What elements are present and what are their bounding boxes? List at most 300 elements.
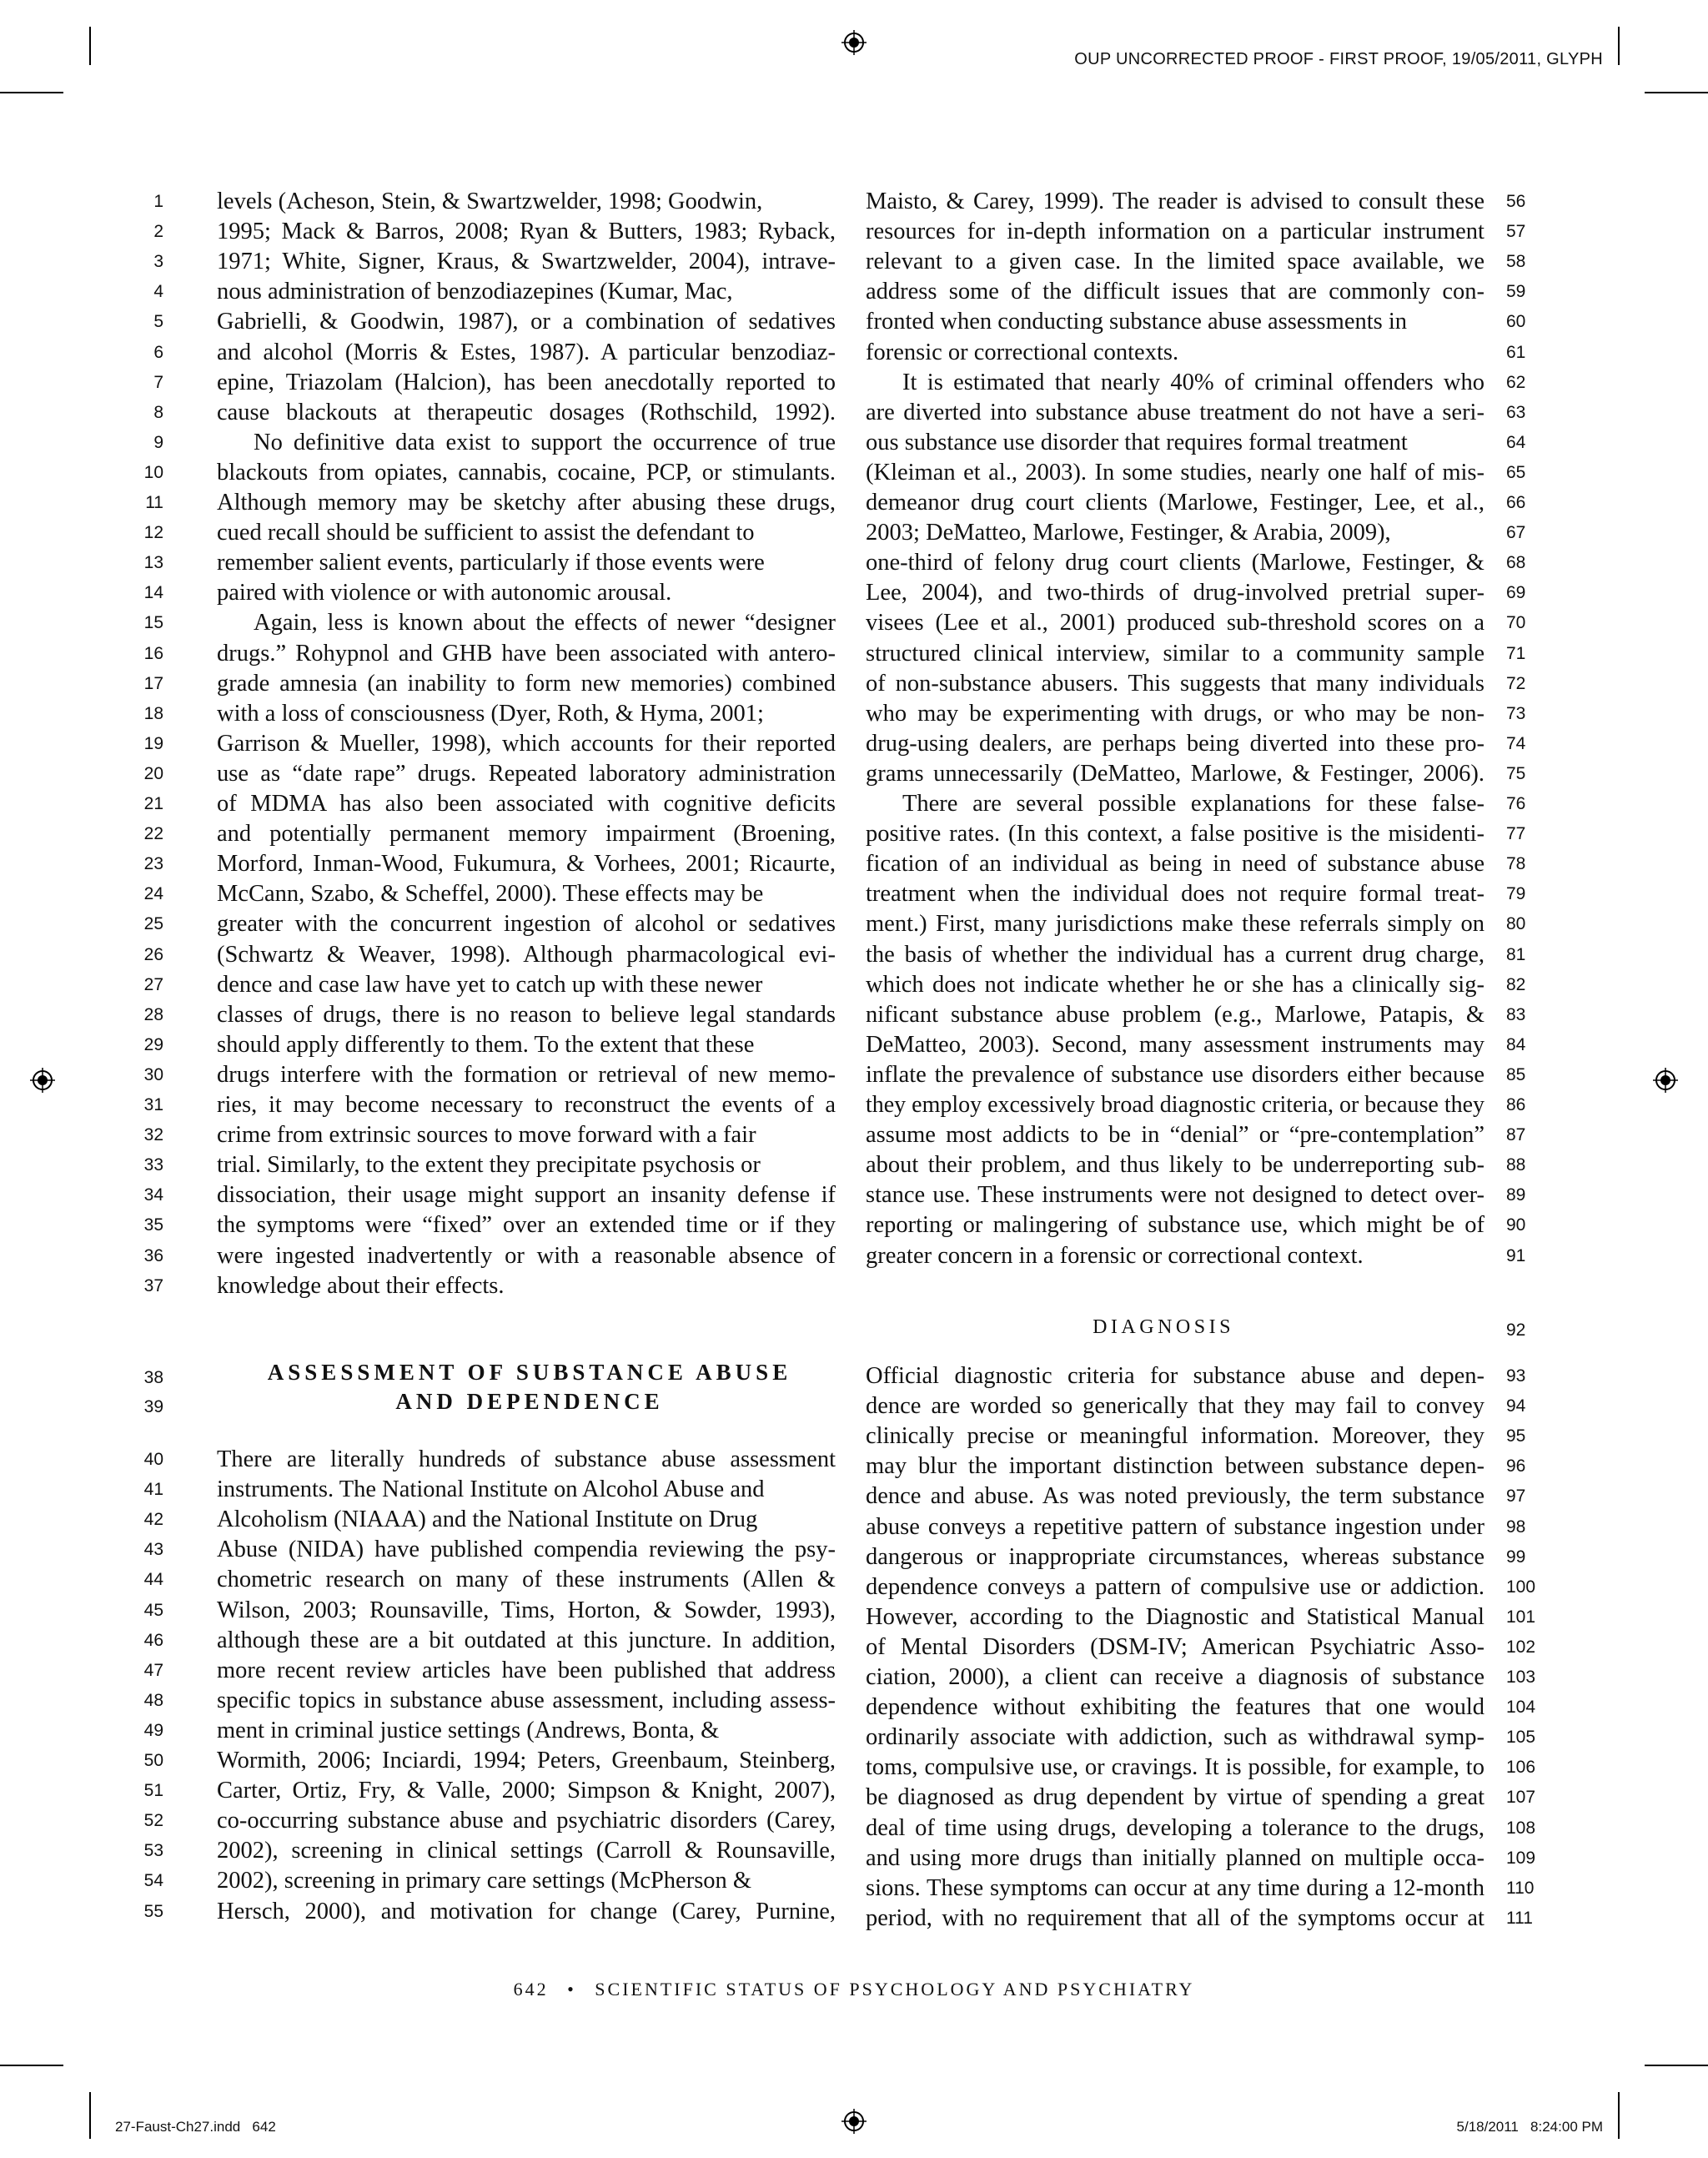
text-line (217, 639, 836, 669)
line-number: 9 (153, 432, 163, 452)
text-line (866, 699, 1484, 729)
text-line-content: cause blackouts at therapeutic dosages (Rothschild, 1992). (217, 399, 836, 425)
text-line-content: dangerous or inappropriate circumstances, whereas substance (866, 1543, 1484, 1570)
text-line (866, 1693, 1484, 1723)
text-line-content: period, with no requirement that all of the symptoms occur at (866, 1904, 1484, 1931)
text-line-content: more recent review articles have been published that address (217, 1657, 836, 1683)
text-line (217, 1806, 836, 1836)
text-line (217, 1535, 836, 1565)
text-line (866, 247, 1484, 277)
text-line (217, 548, 836, 578)
text-line-content: dependence without exhibiting the features that one would (866, 1694, 1485, 1721)
text-line (902, 789, 1484, 819)
text-line (217, 1180, 836, 1210)
text-line (217, 338, 836, 368)
text-line-content: Hersch, 2000), and motivation for change (Carey, Purnine, (217, 1898, 836, 1924)
text-line (217, 1746, 836, 1776)
crop-mark (1645, 2065, 1708, 2066)
line-number: 30 (143, 1064, 163, 1084)
line-number: 69 (1506, 583, 1526, 603)
text-line-content: Wormith, 2006; Inciardi, 1994; Peters, Greenbaum, Steinberg, (217, 1748, 836, 1773)
line-number: 59 (1506, 282, 1526, 302)
line-number: 101 (1506, 1607, 1536, 1627)
proof-stamp: OUP UNCORRECTED PROOF - FIRST PROOF, 19/05/2011, GLYPH (1074, 50, 1603, 68)
slug-datetime: 5/18/2011 8:24:00 PM (1456, 2119, 1603, 2135)
page-number: 642 (513, 1979, 549, 2000)
line-number: 4 (153, 282, 163, 302)
text-line (217, 578, 836, 608)
line-number: 74 (1506, 733, 1526, 753)
running-title: SCIENTIFIC STATUS OF PSYCHOLOGY AND PSYCHIATRY (595, 1979, 1195, 2000)
text-line-content: There are several possible explanations for these false- (902, 791, 1484, 817)
line-number: 93 (1506, 1366, 1526, 1386)
line-number: 49 (143, 1720, 163, 1740)
line-number: 11 (145, 493, 163, 512)
line-number: 108 (1506, 1818, 1536, 1838)
text-line (217, 1030, 836, 1060)
crop-mark (0, 2065, 63, 2066)
line-number: 99 (1506, 1547, 1526, 1567)
text-line (866, 1060, 1484, 1090)
text-line-content: although these are a bit outdated at this juncture. In addition, (217, 1627, 836, 1653)
text-line (217, 1866, 836, 1896)
line-number: 81 (1506, 944, 1526, 964)
line-number: 48 (143, 1690, 163, 1710)
line-number: 64 (1506, 432, 1526, 452)
line-number: 12 (143, 523, 163, 543)
text-line (217, 1241, 836, 1271)
text-line-content: chometric research on many of these instruments (Allen & (217, 1567, 836, 1593)
text-line (866, 1180, 1484, 1210)
text-line (866, 819, 1484, 849)
line-number: 27 (143, 974, 163, 994)
text-line (866, 307, 1484, 337)
text-line-content: Alcoholism (NIAAA) and the National Institute on Drug (217, 1507, 758, 1533)
line-number: 5 (153, 312, 163, 332)
text-line-content: paired with violence or with autonomic arousal. (217, 580, 672, 606)
text-line-content: 2002), screening in primary care settings (McPherson & (217, 1868, 752, 1894)
line-number: 1 (153, 192, 163, 211)
line-number: 14 (143, 583, 163, 603)
line-number: 22 (143, 824, 163, 844)
text-line (866, 729, 1484, 759)
text-line (217, 669, 836, 699)
line-number: 15 (143, 613, 163, 633)
text-line (866, 1874, 1484, 1904)
line-number: 109 (1506, 1848, 1536, 1868)
line-number: 84 (1506, 1034, 1526, 1054)
line-number: 56 (1506, 192, 1526, 211)
text-line (866, 1783, 1484, 1813)
line-number: 47 (143, 1660, 163, 1680)
text-line (866, 548, 1484, 578)
text-line-content: demeanor drug court clients (Marlowe, Festinger, Lee, et al., (866, 490, 1484, 516)
section-heading-line2: AND DEPENDENCE (395, 1389, 664, 1414)
text-line-content: cued recall should be sufficient to assist the defendant to (217, 520, 755, 546)
registration-mark-icon (30, 1068, 55, 1093)
text-line (866, 940, 1484, 970)
text-line-content: There are literally hundreds of substance abuse assessment (217, 1446, 836, 1472)
text-line (866, 1210, 1484, 1240)
text-line (866, 1723, 1484, 1753)
line-number: 43 (143, 1540, 163, 1560)
text-line-content: Abuse (NIDA) have published compendia reviewing the psy- (217, 1537, 836, 1563)
text-line-content: dence and case law have yet to catch up with these newer (217, 971, 763, 998)
line-number: 70 (1506, 613, 1526, 633)
text-line (217, 1271, 836, 1301)
line-number: 46 (143, 1630, 163, 1650)
line-number: 10 (143, 462, 163, 482)
text-line (866, 669, 1484, 699)
registration-mark-icon (1653, 1068, 1678, 1093)
text-line-content: ment in criminal justice settings (Andrews, Bonta, & (217, 1717, 720, 1743)
text-line (254, 428, 836, 458)
text-line-content: positive rates. (In this context, a false positive is the misidenti- (866, 821, 1485, 848)
text-line (217, 1060, 836, 1090)
text-line-content: and using more drugs than initially planned on multiple occa- (866, 1844, 1485, 1871)
text-line-content: assume most addicts to be in “denial” or “pre-contemplation” (866, 1122, 1484, 1149)
text-line-content: Morford, Inman-Wood, Fukumura, & Vorhees, 2001; Ricaurte, (217, 851, 836, 878)
text-line (217, 1445, 836, 1475)
text-line (217, 247, 836, 277)
line-number: 35 (143, 1215, 163, 1235)
text-line-content: sions. These symptoms can occur at any time during a 12-month (866, 1874, 1484, 1901)
line-number: 79 (1506, 884, 1526, 904)
line-number: 75 (1506, 763, 1526, 783)
line-number: 19 (143, 733, 163, 753)
text-line-content: treatment when the individual does not require formal treat- (866, 881, 1485, 908)
text-line (217, 1626, 836, 1656)
line-number: 6 (153, 342, 163, 362)
text-line-content: However, according to the Diagnostic and Statistical Manual (866, 1603, 1484, 1630)
text-line (866, 458, 1484, 488)
text-line-content: use as “date rape” drugs. Repeated laboratory administration (217, 760, 836, 787)
line-number: 55 (143, 1901, 163, 1921)
text-line (866, 428, 1484, 458)
text-line (217, 1686, 836, 1716)
line-number: 38 (143, 1368, 163, 1387)
text-line (866, 1542, 1484, 1572)
text-line-content: should apply differently to them. To the extent that these (217, 1031, 755, 1058)
line-number: 111 (1506, 1908, 1533, 1928)
text-line-content: of Mental Disorders (DSM-IV; American Psychiatric Asso- (866, 1633, 1484, 1660)
text-line (217, 1776, 836, 1806)
text-line (217, 488, 836, 518)
text-line (217, 940, 836, 970)
text-line (866, 518, 1484, 548)
line-number: 90 (1506, 1215, 1526, 1235)
text-line-content: dence and abuse. As was noted previously, the term substance (866, 1483, 1484, 1510)
text-line (866, 1391, 1484, 1421)
line-number: 52 (143, 1811, 163, 1831)
text-line-content: one-third of felony drug court clients (Marlowe, Festinger, & (866, 550, 1484, 576)
text-line-content: 1995; Mack & Barros, 2008; Ryan & Butters, 1983; Ryback, (217, 219, 836, 245)
text-line-content: and alcohol (Morris & Estes, 1987). A particular benzodiaz- (217, 339, 836, 365)
text-line (217, 1897, 836, 1927)
text-line-content: are diverted into substance abuse treatment do not have a seri- (866, 399, 1484, 425)
text-line-content: fication of an individual as being in need of substance abuse (866, 851, 1484, 878)
line-number: 67 (1506, 523, 1526, 543)
text-line (866, 1030, 1484, 1060)
line-number: 33 (143, 1155, 163, 1175)
text-line-content: drug-using dealers, are perhaps being diverted into these pro- (866, 730, 1485, 757)
line-number: 23 (143, 854, 163, 874)
line-number: 50 (143, 1751, 163, 1770)
section-heading-line1: ASSESSMENT OF SUBSTANCE ABUSE (267, 1360, 792, 1385)
text-line (866, 759, 1484, 789)
text-line-content: Although memory may be sketchy after abusing these drugs, (217, 490, 836, 516)
line-number: 20 (143, 763, 163, 783)
text-line (217, 879, 836, 909)
text-line-content: the basis of whether the individual has a current drug charge, (866, 941, 1485, 968)
text-line-content: blackouts from opiates, cannabis, cocaine, PCP, or stimulants. (217, 459, 836, 485)
line-number: 51 (143, 1781, 163, 1801)
text-line (217, 909, 836, 939)
line-number: 106 (1506, 1758, 1536, 1778)
line-number: 13 (143, 553, 163, 573)
text-line-content: ciation, 2000), a client can receive a diagnosis of substance (866, 1664, 1484, 1690)
text-line-content: abuse conveys a repetitive pattern of substance ingestion under (866, 1513, 1484, 1540)
line-number: 39 (143, 1397, 163, 1416)
text-line (866, 639, 1484, 669)
text-line (866, 879, 1484, 909)
text-line (217, 789, 836, 819)
text-line-content: Carter, Ortiz, Fry, & Valle, 2000; Simpson & Knight, 2007), (217, 1778, 836, 1804)
line-number: 24 (143, 884, 163, 904)
line-number: 87 (1506, 1125, 1526, 1145)
text-line (902, 368, 1484, 398)
text-line-content: crime from extrinsic sources to move forward with a fair (217, 1122, 756, 1149)
line-number: 57 (1506, 222, 1526, 242)
line-number: 32 (143, 1125, 163, 1145)
text-line-content: of MDMA has also been associated with cognitive deficits (217, 791, 836, 817)
text-line-content: address some of the difficult issues that are commonly con- (866, 279, 1485, 305)
text-line (866, 1632, 1484, 1663)
text-line (866, 578, 1484, 608)
text-line-content: 2003; DeMatteo, Marlowe, Festinger, & Arabia, 2009), (866, 520, 1391, 546)
text-line (866, 1753, 1484, 1783)
line-number: 77 (1506, 824, 1526, 844)
text-line (866, 849, 1484, 879)
text-line-content: about their problem, and thus likely to be underreporting sub- (866, 1152, 1484, 1179)
registration-mark-icon (841, 30, 867, 55)
text-line-content: may blur the important distinction between substance depen- (866, 1453, 1484, 1480)
text-line (866, 1512, 1484, 1542)
text-line-content: stance use. These instruments were not designed to detect over- (866, 1182, 1485, 1209)
line-number: 72 (1506, 673, 1526, 693)
text-line-content: which does not indicate whether he or she has a clinically sig- (866, 971, 1484, 998)
text-line-content: visees (Lee et al., 2001) produced sub-threshold scores on a (866, 610, 1484, 636)
line-number: 8 (153, 402, 163, 422)
text-line (217, 849, 836, 879)
text-line (217, 1120, 836, 1150)
text-line-content: Gabrielli, & Goodwin, 1987), or a combination of sedatives (217, 309, 836, 335)
text-line (866, 1241, 1484, 1271)
line-number: 95 (1506, 1426, 1526, 1446)
text-line (866, 1481, 1484, 1512)
text-line (866, 217, 1484, 247)
text-line (866, 1421, 1484, 1451)
text-line-content: who may be experimenting with drugs, or who may be non- (866, 700, 1484, 727)
text-line (217, 307, 836, 337)
line-number: 80 (1506, 914, 1526, 934)
text-line (866, 398, 1484, 428)
crop-mark (1618, 2092, 1620, 2139)
running-footer (0, 1979, 1708, 2000)
text-line (866, 1000, 1484, 1030)
text-line-content: specific topics in substance abuse assessment, including assess- (217, 1687, 836, 1713)
line-number: 62 (1506, 372, 1526, 392)
text-line-content: Lee, 2004), and two-thirds of drug-involved pretrial super- (866, 580, 1485, 606)
text-line-content: trial. Similarly, to the extent they precipitate psychosis or (217, 1152, 761, 1179)
line-number: 98 (1506, 1517, 1526, 1537)
line-number: 21 (143, 794, 163, 813)
text-line (866, 277, 1484, 307)
text-line-content: forensic or correctional contexts. (866, 339, 1179, 365)
line-number: 18 (143, 703, 163, 723)
line-number: 107 (1506, 1788, 1536, 1808)
line-number: 83 (1506, 1004, 1526, 1024)
text-line-content: Official diagnostic criteria for substance abuse and depen- (866, 1363, 1485, 1389)
text-line-content: greater concern in a forensic or correctional context. (866, 1242, 1364, 1269)
text-line-content: No definitive data exist to support the occurrence of true (254, 429, 836, 455)
line-number: 7 (153, 372, 163, 392)
text-line-content: Wilson, 2003; Rounsaville, Tims, Horton, & Sowder, 1993), (217, 1597, 836, 1623)
line-number: 29 (143, 1034, 163, 1054)
line-number: 45 (143, 1600, 163, 1620)
text-line-content: clinically precise or meaningful information. Moreover, they (866, 1423, 1484, 1450)
text-line-content: they employ excessively broad diagnostic criteria, or because they (866, 1092, 1485, 1118)
text-line-content: ment.) First, many jurisdictions make these referrals simply on (866, 911, 1484, 938)
line-number: 82 (1506, 974, 1526, 994)
line-number: 2 (153, 222, 163, 242)
text-line-content: drugs.” Rohypnol and GHB have been associated with antero- (217, 640, 836, 667)
text-line (217, 458, 836, 488)
text-line-content: toms, compulsive use, or cravings. It is possible, for example, to (866, 1754, 1484, 1781)
line-number: 96 (1506, 1456, 1526, 1476)
line-number: 105 (1506, 1728, 1536, 1748)
text-line (217, 759, 836, 789)
registration-mark-icon (841, 2109, 867, 2134)
text-line-content: knowledge about their effects. (217, 1272, 505, 1299)
text-line-content: reporting or malingering of substance use, which might be of (866, 1212, 1485, 1239)
text-line-content: with a loss of consciousness (Dyer, Roth, & Hyma, 2001; (217, 700, 764, 727)
crop-mark (89, 2092, 91, 2139)
text-line-content: epine, Triazolam (Halcion), has been anecdotally reported to (217, 369, 836, 395)
text-line (866, 187, 1484, 217)
line-number: 94 (1506, 1396, 1526, 1416)
text-line (217, 1565, 836, 1595)
line-number: 104 (1506, 1698, 1536, 1718)
text-line-content: dependence conveys a pattern of compulsive use or addiction. (866, 1573, 1484, 1600)
line-number: 110 (1506, 1878, 1535, 1898)
text-line (866, 1361, 1484, 1391)
line-number: 41 (143, 1480, 163, 1500)
line-number: 25 (143, 914, 163, 934)
text-line (866, 608, 1484, 638)
line-number: 60 (1506, 312, 1526, 332)
line-number: 88 (1506, 1155, 1526, 1175)
text-line (866, 338, 1484, 368)
crop-mark (1645, 92, 1708, 93)
line-number: 40 (143, 1450, 163, 1469)
line-number: 16 (143, 643, 163, 663)
text-line-content: nous administration of benzodiazepines (Kumar, Mac, (217, 279, 733, 305)
text-line-content: the symptoms were “fixed” over an extended time or if they (217, 1212, 836, 1239)
text-line (217, 1505, 836, 1535)
line-number: 65 (1506, 462, 1526, 482)
text-line-content: deal of time using drugs, developing a tolerance to the drugs, (866, 1814, 1484, 1841)
line-number: 58 (1506, 252, 1526, 272)
line-number: 85 (1506, 1064, 1526, 1084)
line-number: 31 (143, 1095, 163, 1114)
line-number: 44 (143, 1570, 163, 1590)
text-line-content: ous substance use disorder that requires formal treatment (866, 429, 1408, 455)
text-line-content: ordinarily associate with addiction, such as withdrawal symp- (866, 1724, 1485, 1751)
text-line-content: classes of drugs, there is no reason to believe legal standards (217, 1001, 836, 1028)
text-line-content: 1971; White, Signer, Kraus, & Swartzwelder, 2004), intrave- (217, 249, 836, 275)
crop-mark (1618, 27, 1620, 65)
text-line (217, 1090, 836, 1120)
text-line (866, 1572, 1484, 1602)
text-line-content: Maisto, & Carey, 1999). The reader is advised to consult these (866, 189, 1485, 214)
text-line-content: dissociation, their usage might support an insanity defense if (217, 1182, 836, 1209)
text-line (217, 1836, 836, 1866)
text-line (217, 1656, 836, 1686)
text-line (866, 909, 1484, 939)
line-number: 78 (1506, 854, 1526, 874)
text-line-content: DeMatteo, 2003). Second, many assessment instruments may (866, 1031, 1484, 1058)
text-line (866, 1813, 1484, 1844)
line-number: 92 (1506, 1320, 1526, 1340)
text-line (217, 518, 836, 548)
text-line (866, 1120, 1484, 1150)
text-line (866, 488, 1484, 518)
text-line-content: grams unnecessarily (DeMatteo, Marlowe, & Festinger, 2006). (866, 760, 1484, 787)
text-line-content: resources for in-depth information on a particular instrument (866, 219, 1484, 245)
text-line (217, 368, 836, 398)
text-line (217, 1150, 836, 1180)
text-line (217, 398, 836, 428)
line-number: 100 (1506, 1577, 1536, 1597)
text-line (866, 1090, 1484, 1120)
text-line (217, 1596, 836, 1626)
text-line-content: ries, it may become necessary to reconstruct the events of a (217, 1092, 836, 1118)
text-line-content: levels (Acheson, Stein, & Swartzwelder, 1998; Goodwin, (217, 189, 763, 214)
text-line-content: were ingested inadvertently or with a reasonable absence of (217, 1242, 836, 1269)
text-line-content: 2002), screening in clinical settings (Carroll & Rounsaville, (217, 1838, 836, 1864)
text-line (217, 277, 836, 307)
text-line-content: dence are worded so generically that they may fail to convey (866, 1393, 1485, 1420)
line-number: 61 (1506, 342, 1526, 362)
text-line (217, 1000, 836, 1030)
text-line-content: nificant substance abuse problem (e.g., Marlowe, Patapis, & (866, 1001, 1484, 1028)
text-line-content: remember salient events, particularly if those events were (217, 550, 765, 576)
text-line-content: inflate the prevalence of substance use disorders either because (866, 1061, 1485, 1088)
line-number: 63 (1506, 402, 1526, 422)
crop-mark (89, 27, 91, 65)
text-line (217, 729, 836, 759)
text-line (866, 1602, 1484, 1632)
line-number: 73 (1506, 703, 1526, 723)
text-line-content: co-occurring substance abuse and psychiatric disorders (Carey, (217, 1808, 836, 1834)
text-line (254, 608, 836, 638)
text-line (217, 699, 836, 729)
line-number: 71 (1506, 643, 1526, 663)
line-number: 3 (153, 252, 163, 272)
text-line (217, 970, 836, 1000)
text-line-content: (Kleiman et al., 2003). In some studies, nearly one half of mis- (866, 459, 1485, 485)
